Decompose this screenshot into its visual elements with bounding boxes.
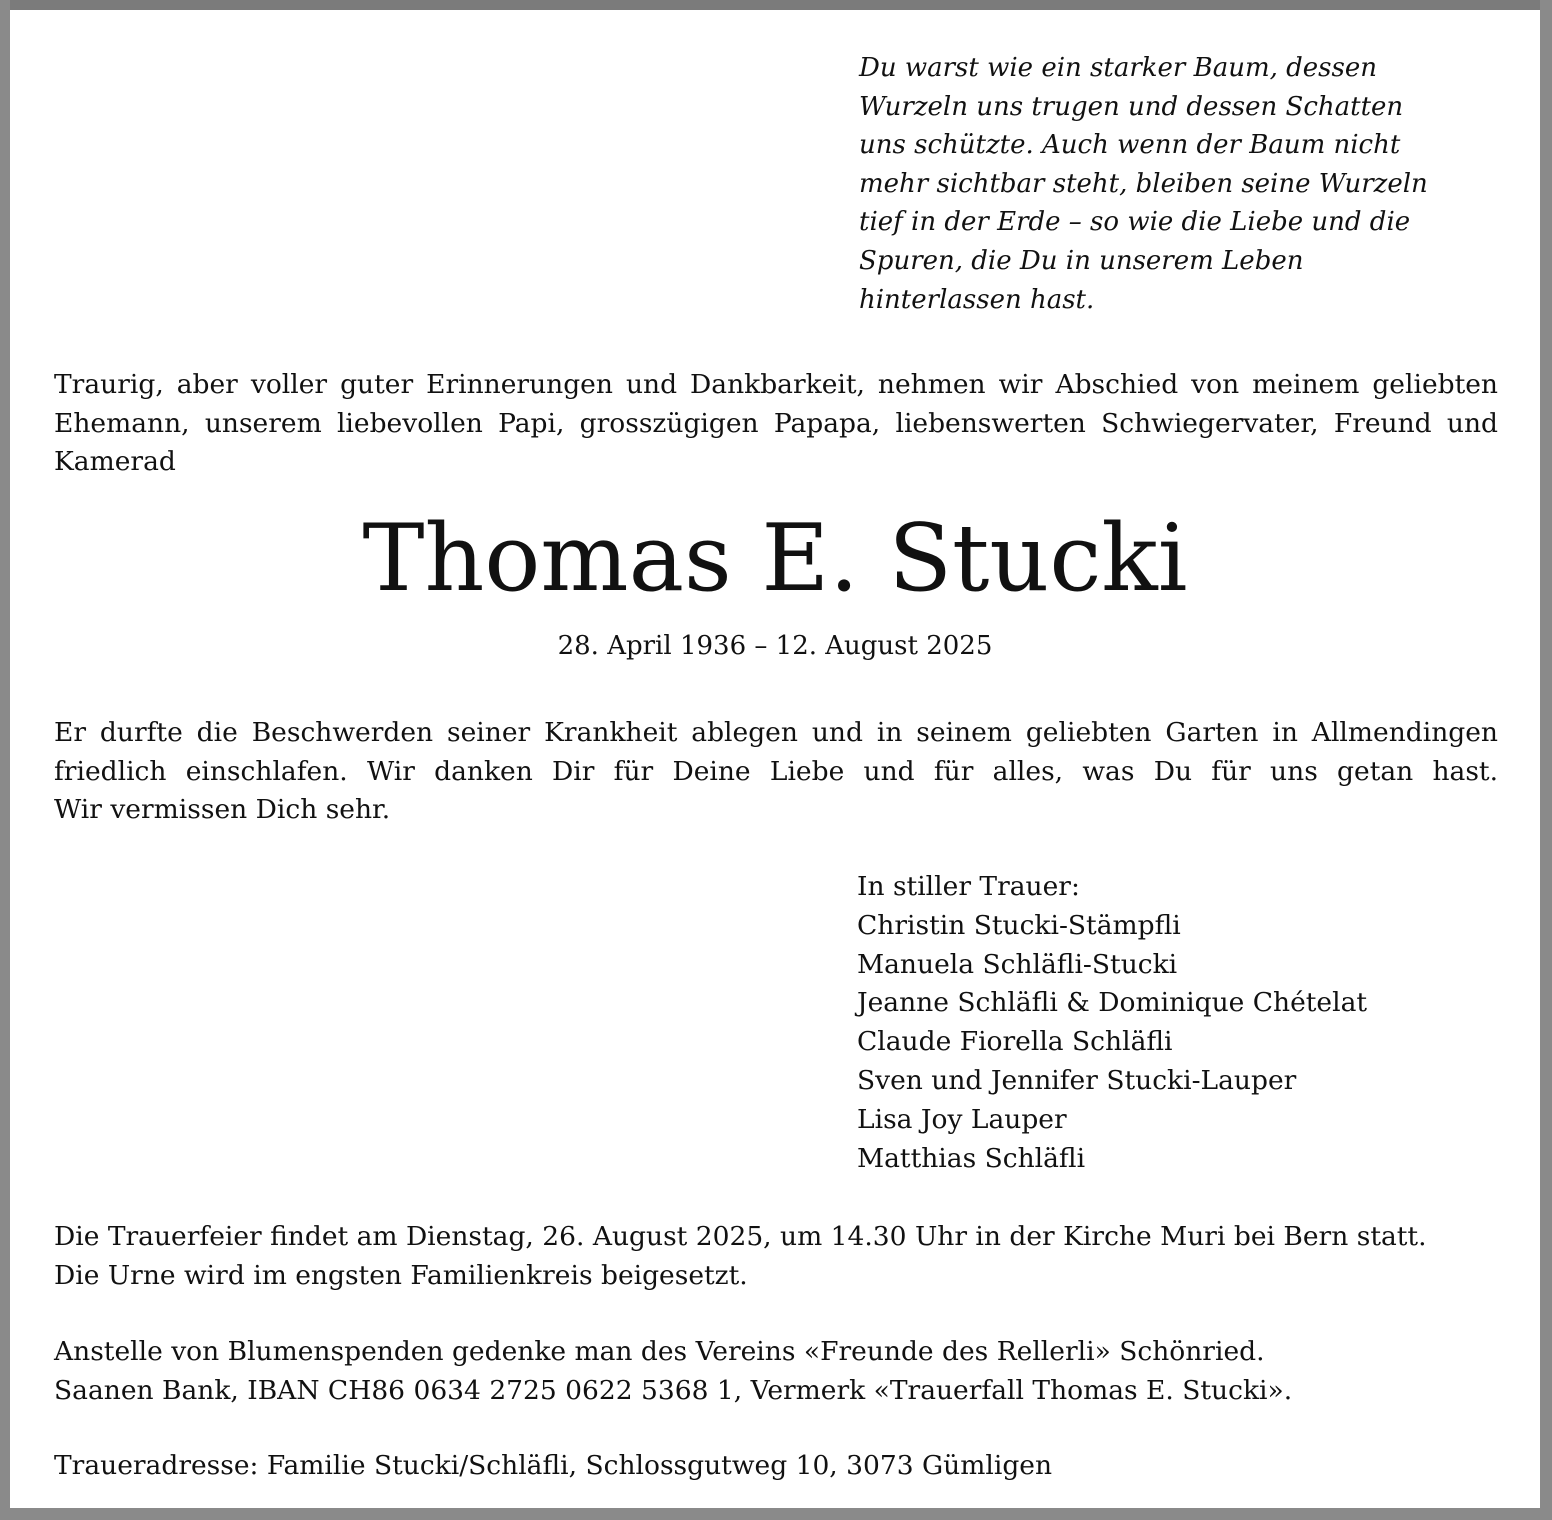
- donation-line: Anstelle von Blumenspenden gedenke man des Vereins «Freunde des Rellerli» Schönried.: [54, 1336, 1265, 1367]
- intro-paragraph: [54, 366, 1498, 482]
- quote-line: hinterlassen hast.: [859, 284, 1095, 315]
- life-dates: 28. April 1936 – 12. August 2025: [557, 631, 993, 661]
- message-line: Wir vermissen Dich sehr.: [54, 794, 391, 825]
- donation-line: Saanen Bank, IBAN CH86 0634 2725 0622 5368 1, Vermerk «Trauerfall Thomas E. Stucki».: [54, 1374, 1293, 1406]
- deceased-name: Thomas E. Stucki: [362, 504, 1188, 612]
- mourner-name: Matthias Schläfli: [857, 1142, 1086, 1174]
- quote-line: Spuren, die Du in unserem Leben: [859, 245, 1304, 276]
- frame-border-left: [0, 0, 10, 1520]
- message-paragraph: [54, 714, 1498, 830]
- frame-border-bottom: [0, 1508, 1552, 1520]
- mourners-heading: In stiller Trauer:: [857, 871, 1080, 902]
- quote-line: mehr sichtbar steht, bleiben seine Wurzeln: [859, 168, 1428, 199]
- memorial-quote: [859, 49, 1459, 319]
- mourners-list: [857, 868, 1477, 1178]
- frame-border-top: [0, 0, 1552, 10]
- quote-line: tief in der Erde – so wie die Liebe und die: [859, 207, 1411, 238]
- ceremony-line: Die Urne wird im engsten Familienkreis beigesetzt.: [54, 1259, 748, 1291]
- quote-line: Wurzeln uns trugen und dessen Schatten: [859, 91, 1404, 122]
- mourner-name: Claude Fiorella Schläfli: [857, 1026, 1173, 1058]
- intro-line: Ehemann, unserem liebevollen Papi, grosszügigen Papapa, liebenswerten Schwiegervater, Freund und: [54, 407, 1498, 439]
- intro-line: Kamerad: [54, 446, 176, 477]
- mourner-name: Lisa Joy Lauper: [857, 1103, 1067, 1135]
- mourner-name: Sven und Jennifer Stucki-Lauper: [857, 1064, 1297, 1096]
- quote-line: uns schützte. Auch wenn der Baum nicht: [859, 130, 1401, 161]
- donation-info: [54, 1333, 1514, 1410]
- intro-line: Traurig, aber voller guter Erinnerungen und Dankbarkeit, nehmen wir Abschied von meinem geliebten: [54, 369, 1498, 400]
- mourner-name: Christin Stucki-Stämpfli: [857, 909, 1181, 941]
- frame-border-right: [1540, 0, 1552, 1520]
- message-line: Er durfte die Beschwerden seiner Krankheit ablegen und in seinem geliebten Garten in Allmendingen: [54, 717, 1498, 748]
- obituary-page: [10, 10, 1540, 1508]
- quote-line: Du warst wie ein starker Baum, dessen: [859, 53, 1377, 83]
- ceremony-line: Die Trauerfeier findet am Dienstag, 26. August 2025, um 14.30 Uhr in der Kirche Muri bei Bern statt.: [54, 1221, 1427, 1252]
- mourner-name: Manuela Schläfli-Stucki: [857, 948, 1178, 980]
- mourning-address: Traueradresse: Familie Stucki/Schläfli, Schlossgutweg 10, 3073 Gümligen: [54, 1450, 1053, 1481]
- mourner-name: Jeanne Schläfli & Dominique Chételat: [857, 987, 1368, 1019]
- ceremony-info: [54, 1218, 1514, 1295]
- message-line: friedlich einschlafen. Wir danken Dir für Deine Liebe und für alles, was Du für uns getan hast.: [54, 755, 1498, 787]
